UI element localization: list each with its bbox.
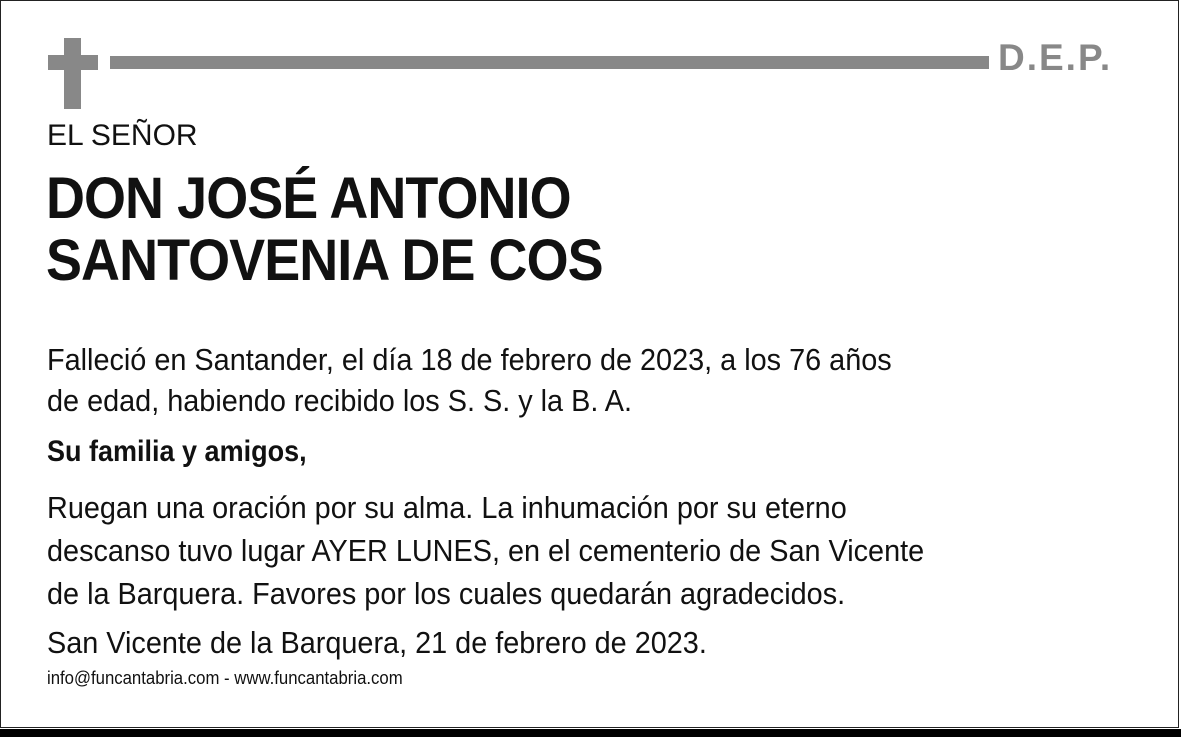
deceased-name	[46, 168, 603, 292]
death-notice-line: de edad, habiendo recibido los S. S. y la B. A.	[47, 383, 632, 418]
prayer-request	[47, 486, 924, 615]
header-rule	[110, 56, 989, 69]
name-line: SANTOVENIA DE COS	[46, 228, 603, 293]
prayer-request-line: Ruegan una oración por su alma. La inhumación por su eterno	[47, 490, 847, 525]
contact-info: info@funcantabria.com - www.funcantabria.com	[47, 668, 403, 688]
place-and-date: San Vicente de la Barquera, 21 de febrero de 2023.	[47, 625, 707, 660]
name-line: DON JOSÉ ANTONIO	[46, 166, 571, 231]
dep-label: D.E.P.	[998, 37, 1113, 78]
death-notice	[47, 339, 892, 421]
honorific: EL SEÑOR	[47, 119, 198, 152]
family-heading: Su familia y amigos,	[47, 435, 307, 468]
prayer-request-line: descanso tuvo lugar AYER LUNES, en el cementerio de San Vicente	[47, 533, 925, 568]
prayer-request-line: de la Barquera. Favores por los cuales quedarán agradecidos.	[47, 576, 846, 611]
latin-cross-icon	[48, 38, 98, 109]
bottom-border	[0, 729, 1181, 737]
death-notice-line: Falleció en Santander, el día 18 de febrero de 2023, a los 76 años	[47, 342, 892, 377]
